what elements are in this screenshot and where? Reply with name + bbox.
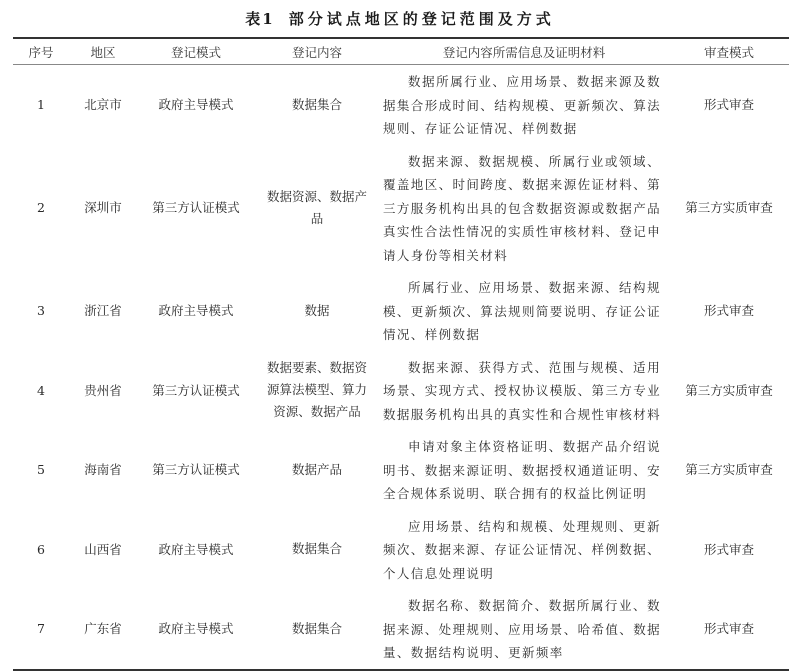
table-row	[13, 271, 789, 351]
table-row	[13, 430, 789, 510]
cell-detail	[379, 145, 669, 272]
cell-content: 数据集合	[291, 620, 342, 636]
table-number: 表1	[245, 10, 275, 28]
cell-review: 形式审查	[703, 541, 754, 557]
registration-table	[13, 37, 789, 671]
cell-detail	[379, 510, 669, 590]
cell-review: 第三方实质审查	[685, 200, 773, 215]
cell-no: 2	[37, 200, 45, 215]
cell-content: 数据资源、数据产品	[266, 188, 367, 226]
cell-no: 7	[37, 621, 45, 636]
cell-content: 数据产品	[291, 461, 342, 477]
cell-mode: 政府主导模式	[158, 97, 234, 112]
cell-review: 形式审查	[703, 303, 754, 318]
table-row	[13, 145, 789, 272]
cell-content: 数据要素、数据资源算法模型、算力资源、数据产品	[266, 360, 367, 420]
cell-region: 广东省	[84, 621, 122, 636]
cell-region: 深圳市	[84, 200, 122, 215]
cell-review: 形式审查	[703, 97, 754, 112]
cell-no: 5	[37, 462, 45, 477]
table-row	[13, 510, 789, 590]
header-content: 登记内容	[291, 44, 342, 60]
table-caption	[0, 8, 800, 29]
detail-text: 数据名称、数据简介、数据所属行业、数据来源、处理规则、应用场景、哈希值、数据量、数据结构说明、更新频率	[383, 598, 662, 660]
detail-text: 应用场景、结构和规模、处理规则、更新频次、数据来源、存证公证情况、样例数据、个人信息处理说明	[383, 518, 662, 581]
cell-region: 浙江省	[84, 303, 122, 318]
cell-no: 4	[37, 382, 45, 398]
cell-mode: 第三方认证模式	[152, 200, 240, 215]
cell-region: 山西省	[84, 541, 122, 557]
cell-detail	[379, 589, 669, 670]
cell-region: 贵州省	[84, 382, 122, 398]
cell-no: 3	[37, 303, 45, 318]
header-mode: 登记模式	[170, 44, 221, 60]
detail-text: 申请对象主体资格证明、数据产品介绍说明书、数据来源证明、数据授权通道证明、安全合规体系说明、联合拥有的权益比例证明	[383, 439, 662, 501]
cell-review: 第三方实质审查	[685, 382, 773, 398]
cell-region: 海南省	[84, 462, 122, 477]
header-detail: 登记内容所需信息及证明材料	[442, 44, 606, 60]
cell-no: 1	[37, 97, 45, 112]
header-review: 审查模式	[703, 44, 754, 60]
detail-text: 数据来源、数据规模、所属行业或领域、覆盖地区、时间跨度、数据来源佐证材料、第三方服务机构出具的包含数据资源或数据产品真实性合法性情况的实质性审核材料、登记申请人身份等相关材料	[383, 153, 662, 263]
cell-content: 数据集合	[291, 541, 342, 557]
cell-detail	[379, 351, 669, 431]
cell-mode: 政府主导模式	[158, 303, 234, 318]
detail-text: 数据来源、获得方式、范围与规模、适用场景、实现方式、授权协议模版、第三方专业数据服务机构出具的真实性和合规性审核材料	[383, 359, 662, 422]
cell-mode: 第三方认证模式	[152, 382, 240, 398]
table-row	[13, 589, 789, 670]
cell-review: 第三方实质审查	[685, 462, 773, 477]
cell-region: 北京市	[84, 97, 122, 112]
table-title: 部分试点地区的登记范围及方式	[288, 10, 555, 28]
detail-text: 数据所属行业、应用场景、数据来源及数据集合形成时间、结构规模、更新频次、算法规则、存证公证情况、样例数据	[383, 74, 662, 136]
detail-text: 所属行业、应用场景、数据来源、结构规模、更新频次、算法规则简要说明、存证公证情况、样例数据	[383, 280, 662, 342]
cell-review: 形式审查	[703, 621, 754, 636]
header-no: 序号	[28, 44, 54, 60]
cell-detail	[379, 65, 669, 145]
cell-mode: 政府主导模式	[158, 541, 234, 557]
cell-no: 6	[37, 541, 45, 557]
cell-detail	[379, 430, 669, 510]
cell-content: 数据集合	[291, 96, 342, 112]
cell-mode: 政府主导模式	[158, 621, 234, 636]
table-row	[13, 351, 789, 431]
table-header-row	[13, 38, 789, 65]
cell-detail	[379, 271, 669, 351]
table-row	[13, 65, 789, 145]
cell-mode: 第三方认证模式	[152, 462, 240, 477]
cell-content: 数据	[304, 302, 330, 318]
header-region: 地区	[90, 44, 116, 60]
